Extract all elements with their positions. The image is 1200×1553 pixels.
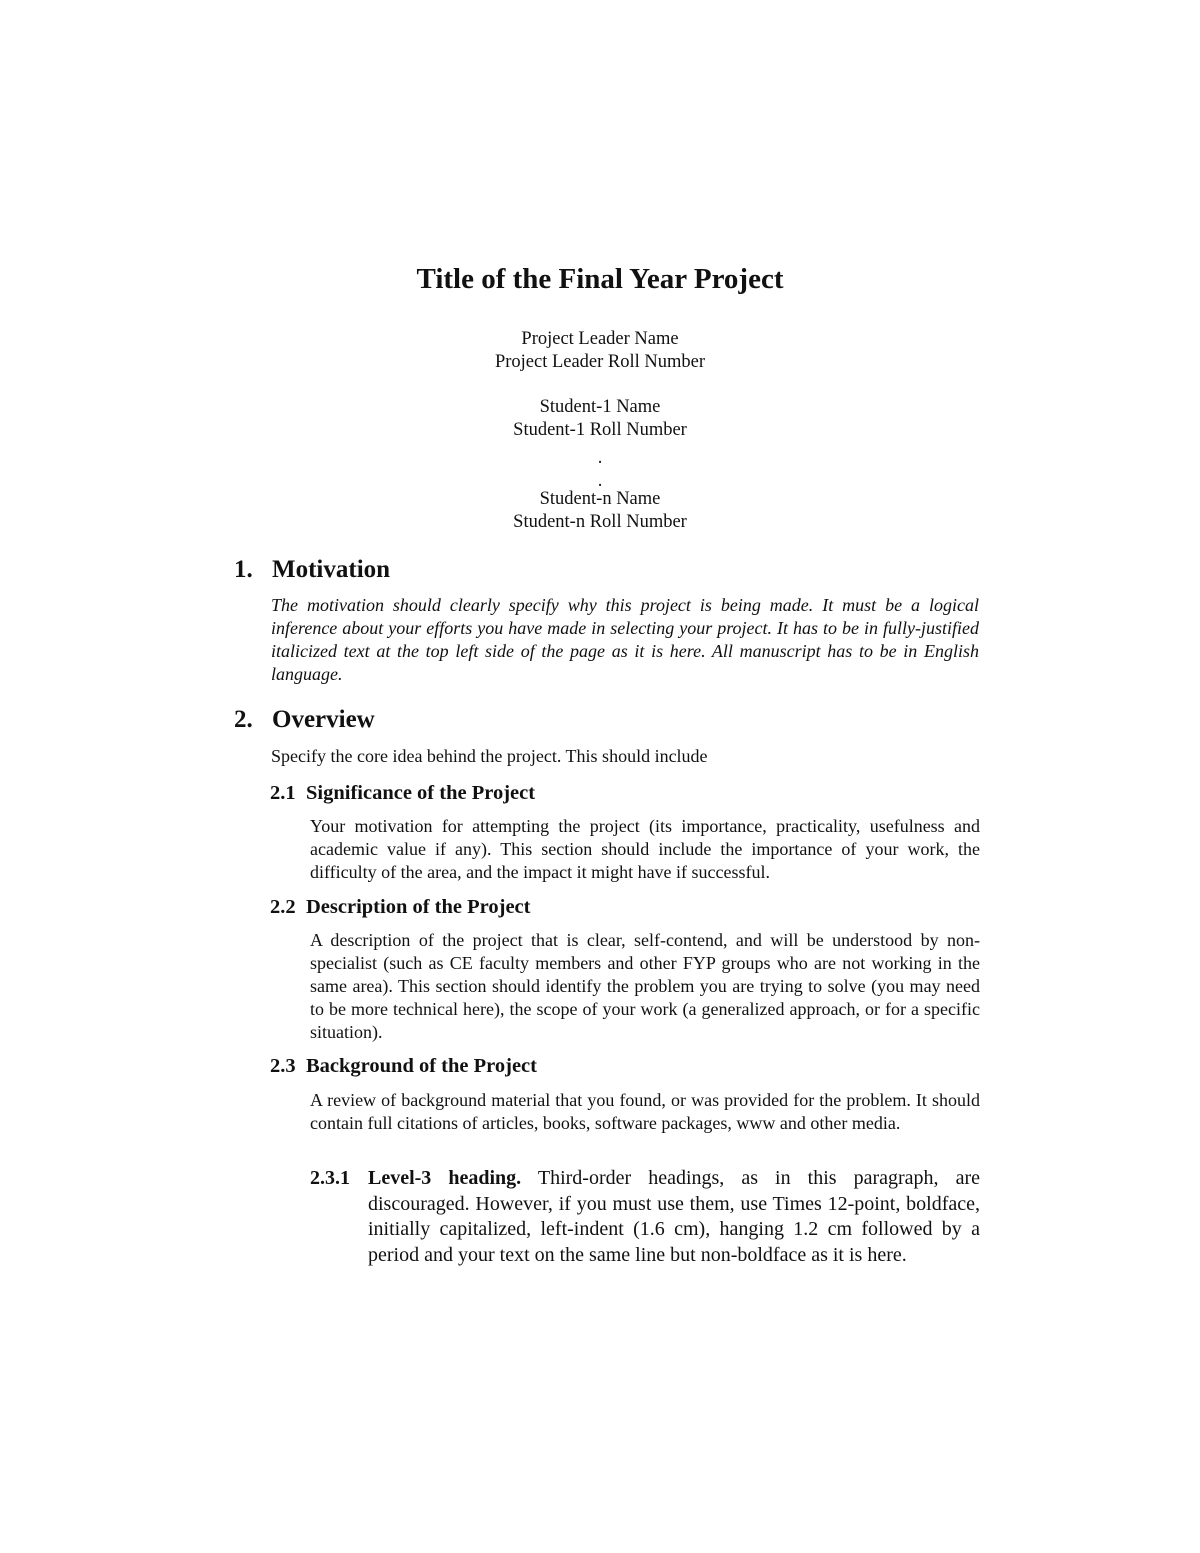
- section-title: Overview: [272, 706, 375, 733]
- section-number: 1.: [234, 556, 253, 583]
- subsection-number: 2.2: [270, 896, 296, 918]
- overview-paragraph: Specify the core idea behind the project. This should include: [271, 746, 708, 766]
- ellipsis-dots: [0, 447, 1200, 493]
- student-n-roll: Student-n Roll Number: [513, 512, 687, 532]
- student-1-block: [0, 396, 1200, 442]
- student-n-name: Student-n Name: [539, 489, 661, 509]
- significance-paragraph: Your motivation for attempting the project (its importance, practicality, usefulness and academic value if any). This section should include the importance of your work, the difficulty of the area, and the impact it might have if successful.: [310, 816, 980, 882]
- section-number: 2.: [234, 706, 253, 733]
- ellipsis-dot: .: [597, 471, 603, 491]
- project-leader-roll: Project Leader Roll Number: [494, 352, 706, 372]
- motivation-paragraph: The motivation should clearly specify why this project is being made. It must be a logical inference about your efforts you have made in selecting your project. It has to be in fully-justified italicized text at the top left side of the page as it is here. All manuscript has to be in English language.: [271, 595, 979, 684]
- student-1-roll: Student-1 Roll Number: [513, 420, 687, 440]
- subsection-number: 2.3: [270, 1055, 296, 1077]
- level-3-section: [310, 1166, 980, 1268]
- subsection-title: Background of the Project: [306, 1055, 537, 1077]
- document-title: Title of the Final Year Project: [416, 263, 784, 295]
- student-n-block: [0, 488, 1200, 534]
- subsection-number: 2.1: [270, 782, 296, 804]
- level-3-heading: Level-3 heading.: [368, 1167, 522, 1189]
- description-paragraph: A description of the project that is clear, self-contend, and will be understood by non-specialist (such as CE faculty members and other FYP groups who are not working in the same area). This section should identify the problem you are trying to solve (you may need to be more technical here), the scope of your work (a generalized approach, or for a specific situation).: [310, 930, 980, 1042]
- level-3-number: 2.3.1: [310, 1167, 350, 1189]
- ellipsis-dot: .: [597, 448, 603, 468]
- subsection-heading-significance: [270, 781, 535, 806]
- section-heading-overview: [234, 705, 375, 735]
- section-heading-motivation: [234, 555, 390, 585]
- subsection-heading-background: [270, 1054, 537, 1079]
- subsection-heading-description: [270, 895, 530, 920]
- level-3-text: Third-order headings, as in this paragraph, are discouraged. However, if you must use them, use Times 12-point, boldface, initially capitalized, left-indent (1.6 cm), hanging 1.2 cm followed by a period and your text on the same line but non-boldface as it is here.: [368, 1167, 980, 1266]
- subsection-title: Description of the Project: [306, 896, 531, 918]
- background-paragraph: A review of background material that you found, or was provided for the problem. It should contain full citations of articles, books, software packages, www and other media.: [310, 1090, 980, 1133]
- student-1-name: Student-1 Name: [539, 397, 661, 417]
- project-leader-name: Project Leader Name: [521, 329, 679, 349]
- section-title: Motivation: [272, 556, 391, 583]
- subsection-title: Significance of the Project: [306, 782, 536, 804]
- project-leader-block: [0, 328, 1200, 374]
- level-3-body: [368, 1166, 980, 1268]
